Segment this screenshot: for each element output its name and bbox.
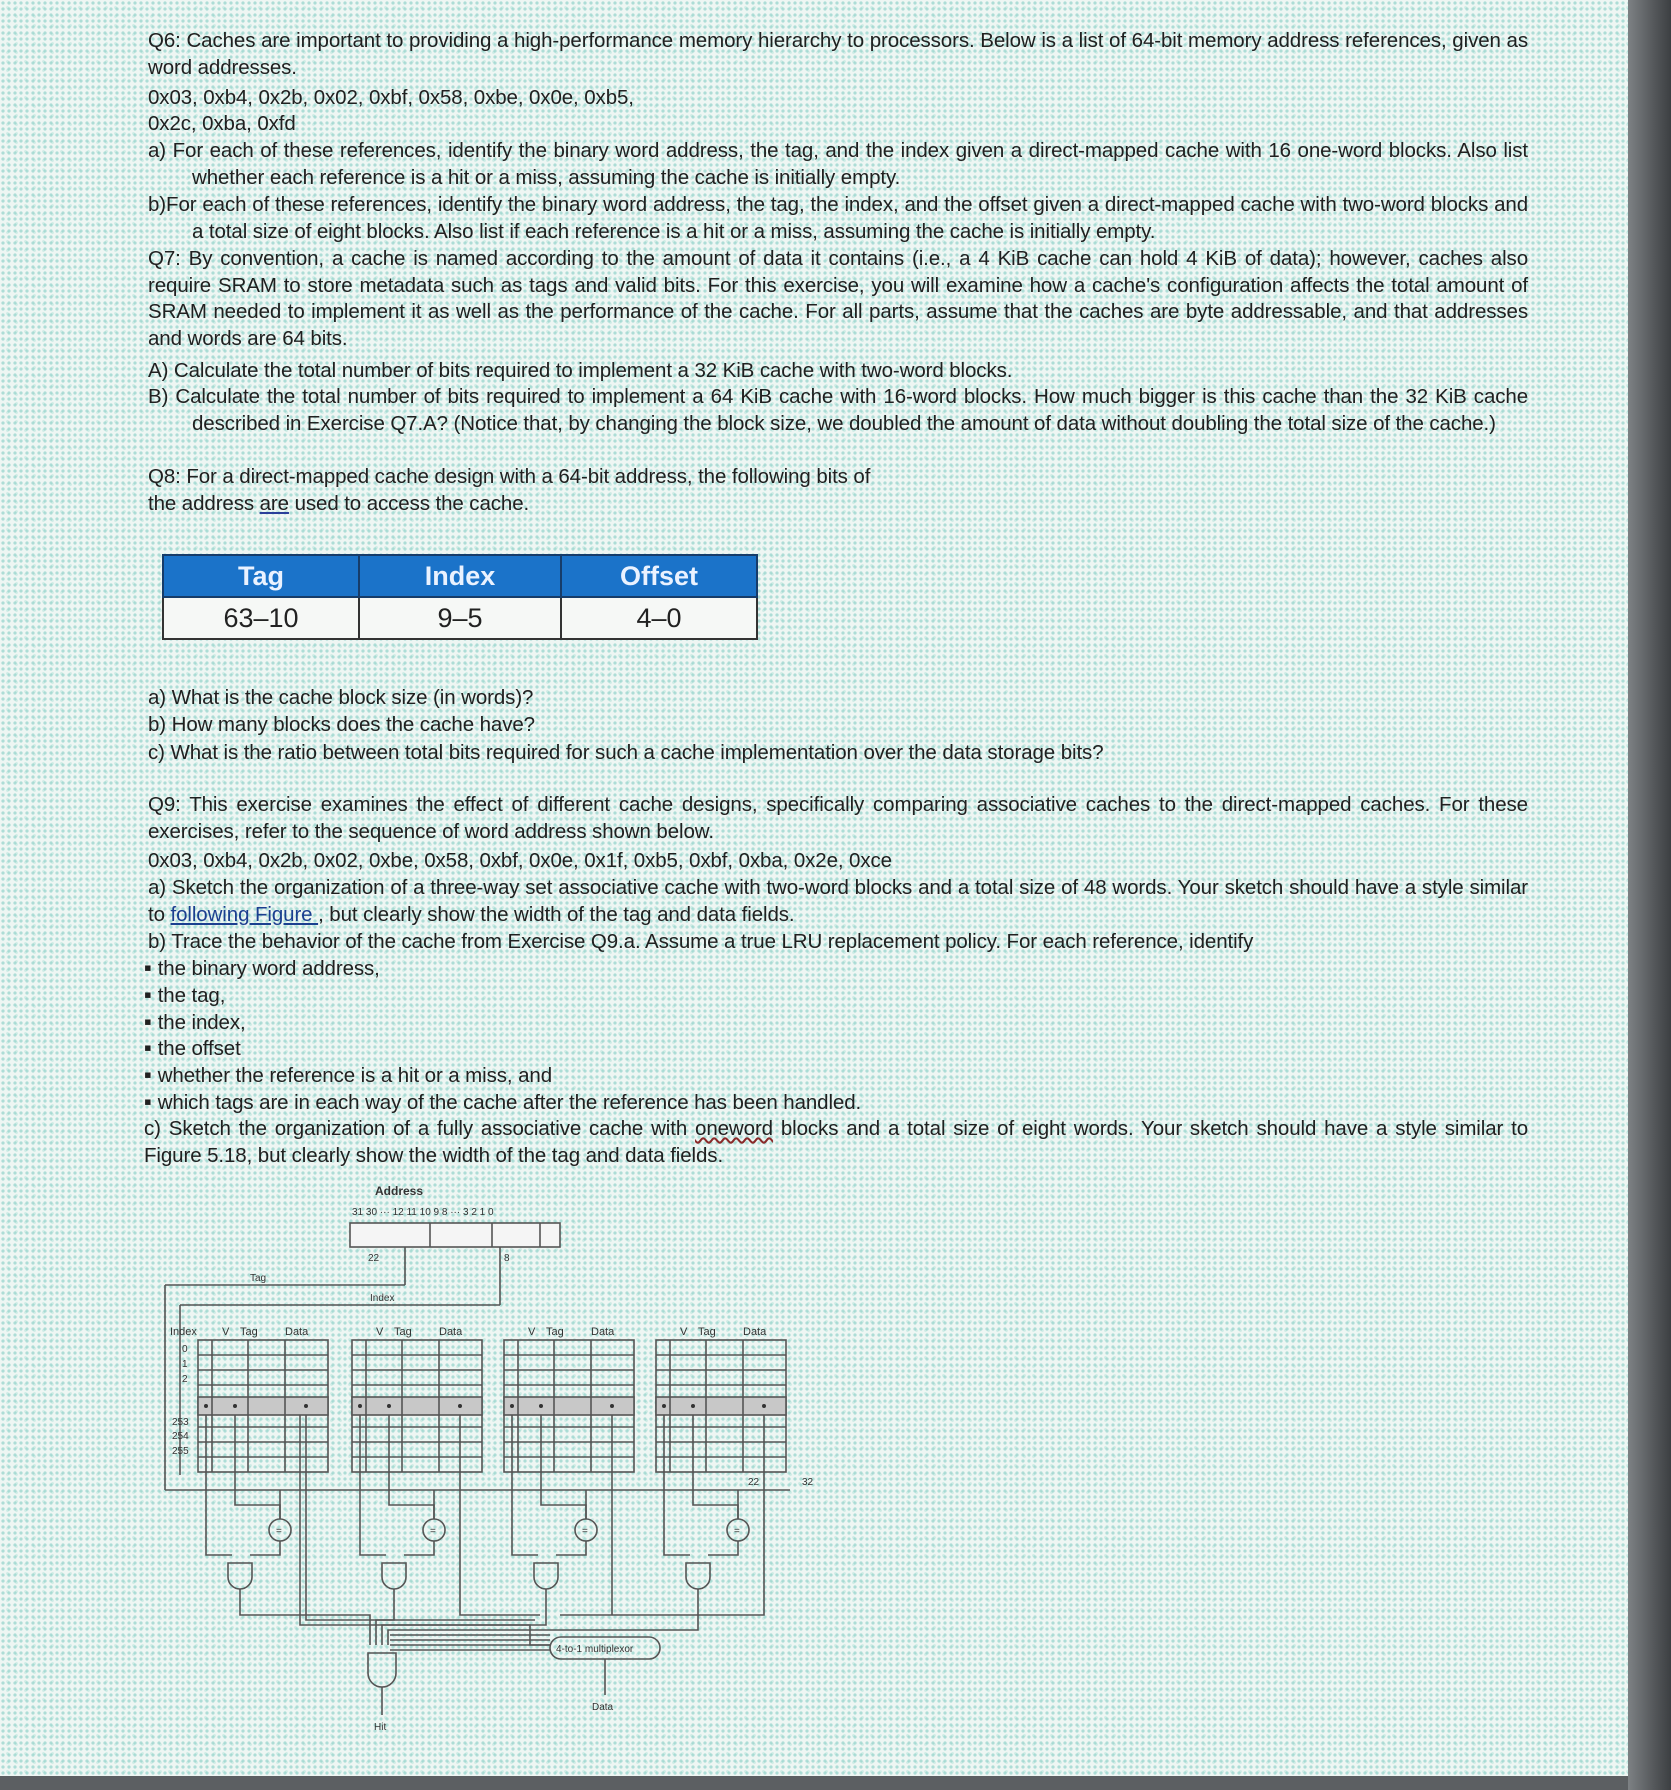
tag-width-label: 22 [368, 1253, 380, 1264]
row-label: 253 [172, 1417, 189, 1428]
way2-tag-header: Tag [546, 1326, 564, 1338]
multiplexor-label: 4-to-1 multiplexor [556, 1644, 634, 1655]
q8-part-b: b) How many blocks does the cache have? [148, 713, 535, 736]
output-tag-width: 22 [748, 1477, 760, 1488]
q9-part-a-text: a) Sketch the organization of a three-way set associative cache with two-word blocks and a total size of 48 words. Your sketch should have a style similar to [148, 876, 1528, 926]
cache-way-2 [504, 1340, 634, 1472]
way3-valid-header: V [680, 1326, 688, 1338]
row-label: 254 [172, 1431, 189, 1442]
cache-way-1 [352, 1340, 482, 1472]
tag-header: Tag [163, 555, 359, 597]
q7-intro: Q7: By convention, a cache is named according to the amount of data it contains (i.e., a 4 KiB cache can hold 4 KiB of data); however, caches also require SRAM to store metadata such as tags and valid bits. For this exercise, you will examine how a cache's configuration affects the total amount of SRAM needed to implement it as well as the performance of the cache. For all parts, assume that the caches are byte addressable, and that addresses and words are 64 bits. [148, 247, 1528, 350]
q8-part-a: a) What is the cache block size (in words)? [148, 686, 534, 709]
bullet-item: ▪ which tags are in each way of the cache after the reference has been handled. [144, 1089, 861, 1117]
way1-data-header: Data [439, 1326, 463, 1338]
row-label: 1 [182, 1359, 188, 1370]
bullet-item: ▪ the tag, [144, 982, 225, 1010]
q8-intro-text-end: used to access the cache. [288, 492, 530, 515]
q9-part-c-text: c) Sketch the organization of a fully associative cache with [144, 1117, 696, 1140]
set-associative-cache-figure [140, 1175, 860, 1775]
q8-part-c: c) What is the ratio between total bits required for such a cache implementation over the data storage bits? [148, 741, 1104, 764]
address-label: Address [375, 1184, 424, 1198]
comparator-symbol: = [734, 1526, 740, 1537]
bullet-item: ▪ the binary word address, [144, 955, 380, 983]
way0-data-header: Data [285, 1326, 309, 1338]
q6-intro: Q6: Caches are important to providing a high-performance memory hierarchy to processors. Below is a list of 64-bit memory address references, given as word addresses. [148, 29, 1528, 79]
index-width-label: 8 [504, 1253, 510, 1264]
index-header: Index [359, 555, 561, 597]
q7-part-a: A) Calculate the total number of bits required to implement a 32 KiB cache with two-word blocks. [148, 359, 1013, 382]
cache-way-3 [656, 1340, 786, 1472]
way1-valid-header: V [376, 1326, 384, 1338]
following-figure-link[interactable]: following Figure [170, 902, 319, 926]
q8-intro-underlined: are [259, 492, 289, 515]
address-bits-table [162, 554, 758, 640]
index-bits: 9–5 [359, 597, 561, 639]
q6-part-b: b)For each of these references, identify the binary word address, the tag, the index, and the offset given a direct-mapped cache with two-word blocks and a total size of eight blocks. Also list if each reference is a hit or a miss, assuming the cache is initially empty. [148, 193, 1528, 243]
way3-tag-header: Tag [698, 1326, 716, 1338]
cache-way-0 [198, 1340, 328, 1472]
row-label: 2 [182, 1374, 188, 1385]
q9-part-a-text-end: , but clearly show the width of the tag and data fields. [318, 902, 795, 926]
q7-part-b: B) Calculate the total number of bits required to implement a 64 KiB cache with 16-word blocks. How much bigger is this cache than the 32 KiB cache described in Exercise Q7.A? (Notice that, by changing the block size, we doubled the amount of data without doubling the total size of the cache.) [148, 385, 1528, 435]
row-index-header: Index [170, 1326, 197, 1338]
q6-references-line1: 0x03, 0xb4, 0x2b, 0x02, 0xbf, 0x58, 0xbe, 0x0e, 0xb5, [148, 86, 634, 109]
row-label: 255 [172, 1446, 189, 1457]
q9-intro: Q9: This exercise examines the effect of different cache designs, specifically comparing associative caches to the direct-mapped caches. For these exercises, refer to the sequence of word address shown below. [148, 793, 1528, 843]
bullet-item: ▪ whether the reference is a hit or a miss, and [144, 1062, 552, 1090]
way0-tag-header: Tag [240, 1326, 258, 1338]
way1-tag-header: Tag [394, 1326, 412, 1338]
q9-part-a [148, 875, 1528, 928]
output-data-width: 32 [802, 1477, 814, 1488]
bullet-item: ▪ the index, [144, 1009, 246, 1037]
way2-data-header: Data [591, 1326, 615, 1338]
index-bus-label: Index [370, 1293, 395, 1304]
tag-bits: 63–10 [163, 597, 359, 639]
address-bit-labels: 31 30 ··· 12 11 10 9 8 ··· 3 2 1 0 [352, 1207, 494, 1218]
hit-output-label: Hit [374, 1722, 387, 1733]
q9-part-c-text-end: blocks and a total size of eight words. Your sketch should have a style similar to Figure 5.18, but clearly show the width of the tag and data fields. [144, 1117, 1529, 1167]
q9-part-b: b) Trace the behavior of the cache from Exercise Q9.a. Assume a true LRU replacement policy. For each reference, identify [148, 930, 1254, 953]
comparator-symbol: = [582, 1526, 588, 1537]
row-label: 0 [182, 1344, 188, 1355]
q9-part-c-flagged-word: oneword [695, 1117, 773, 1140]
offset-bits: 4–0 [561, 597, 757, 639]
way3-data-header: Data [743, 1326, 767, 1338]
q8-intro-line2 [148, 491, 529, 518]
tag-bus-label: Tag [250, 1273, 267, 1284]
monitor-bezel [1628, 0, 1671, 1790]
q6-part-a: a) For each of these references, identify the binary word address, the tag, and the index given a direct-mapped cache with 16 one-word blocks. Also list whether each reference is a hit or a miss, assuming the cache is initially empty. [148, 139, 1528, 189]
q6-references-line2: 0x2c, 0xba, 0xfd [148, 112, 296, 135]
q9-part-c [144, 1116, 1528, 1169]
offset-header: Offset [561, 555, 757, 597]
way0-valid-header: V [222, 1326, 230, 1338]
q8-intro-line1: Q8: For a direct-mapped cache design with a 64-bit address, the following bits of [148, 465, 871, 488]
comparator-symbol: = [276, 1526, 282, 1537]
q8-intro-text: the address [148, 492, 260, 515]
comparator-symbol: = [430, 1526, 436, 1537]
bullet-item: ▪ the offset [144, 1035, 241, 1063]
q9-references: 0x03, 0xb4, 0x2b, 0x02, 0xbe, 0x58, 0xbf, 0x0e, 0x1f, 0xb5, 0xbf, 0xba, 0x2e, 0xce [148, 849, 892, 872]
way2-valid-header: V [528, 1326, 536, 1338]
data-output-label: Data [592, 1702, 614, 1713]
